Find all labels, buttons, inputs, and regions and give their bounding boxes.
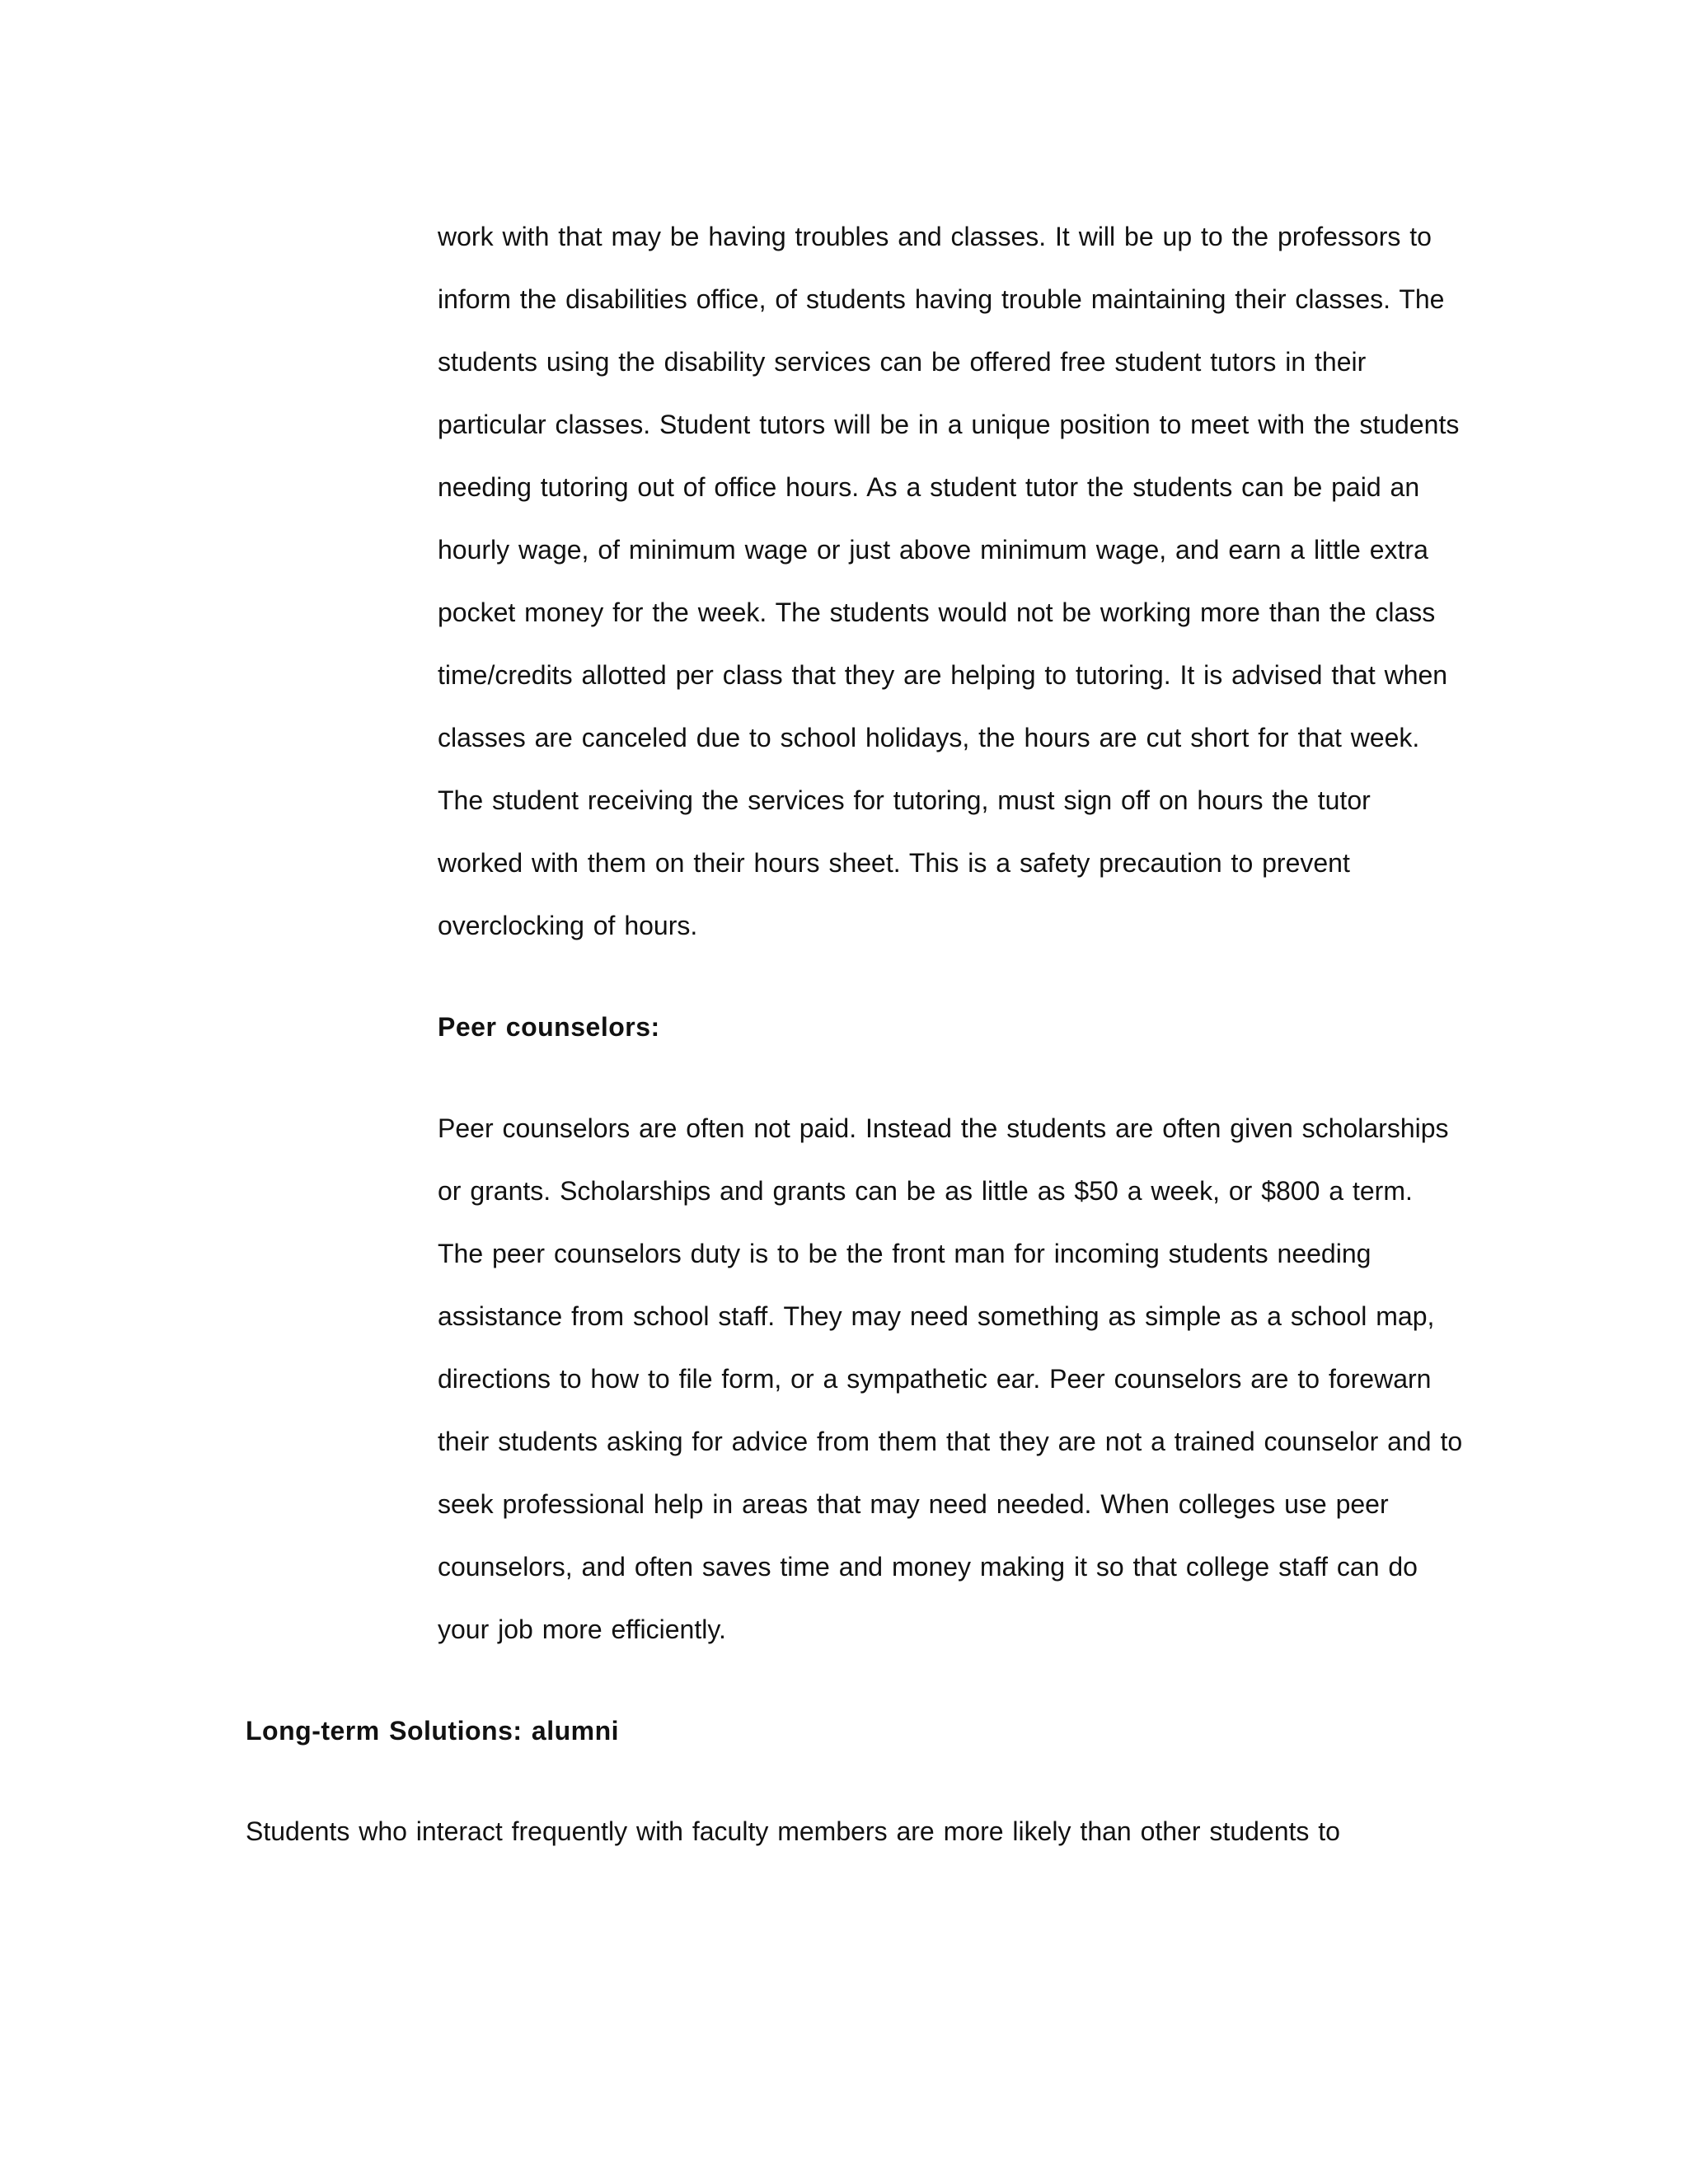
paragraph-line: your job more efficiently. (438, 1615, 726, 1644)
paragraph-line: Peer counselors are often not paid. Instead the students are often given scholarships (438, 1113, 1449, 1143)
paragraph-line: assistance from school staff. They may need something as simple as a school map, (438, 1301, 1435, 1331)
paragraph-line: directions to how to file form, or a sympathetic ear. Peer counselors are to forewarn (438, 1364, 1432, 1394)
paragraph-line: classes are canceled due to school holidays, the hours are cut short for that week. (438, 723, 1420, 752)
section-heading-peer-counselors: Peer counselors: (438, 1012, 660, 1042)
paragraph-line: their students asking for advice from them that they are not a trained counselor and to (438, 1427, 1463, 1456)
paragraph-line: or grants. Scholarships and grants can be as little as $50 a week, or $800 a term. (438, 1176, 1413, 1206)
paragraph-line: worked with them on their hours sheet. This is a safety precaution to prevent (438, 848, 1350, 878)
section-heading-long-term-solutions: Long-term Solutions: alumni (246, 1716, 620, 1746)
paragraph-line: particular classes. Student tutors will be in a unique position to meet with the students (438, 410, 1460, 439)
paragraph-line: time/credits allotted per class that they are helping to tutoring. It is advised that when (438, 660, 1448, 690)
paragraph-line: counselors, and often saves time and money making it so that college staff can do (438, 1552, 1418, 1582)
paragraph-line: Students who interact frequently with faculty members are more likely than other students to (246, 1816, 1340, 1846)
paragraph-line: hourly wage, of minimum wage or just above minimum wage, and earn a little extra (438, 535, 1428, 565)
paragraph-line: seek professional help in areas that may need needed. When colleges use peer (438, 1489, 1389, 1519)
paragraph-line: work with that may be having troubles and classes. It will be up to the professors to (438, 222, 1432, 251)
paragraph-line: students using the disability services can be offered free student tutors in their (438, 347, 1367, 377)
paragraph-line: The student receiving the services for tutoring, must sign off on hours the tutor (438, 785, 1371, 815)
paragraph-line: inform the disabilities office, of students having trouble maintaining their classes. The (438, 284, 1445, 314)
paragraph-line: needing tutoring out of office hours. As a student tutor the students can be paid an (438, 472, 1420, 502)
paragraph-line: overclocking of hours. (438, 911, 698, 940)
paragraph-line: The peer counselors duty is to be the front man for incoming students needing (438, 1239, 1372, 1268)
paragraph-line: pocket money for the week. The students would not be working more than the class (438, 598, 1436, 627)
